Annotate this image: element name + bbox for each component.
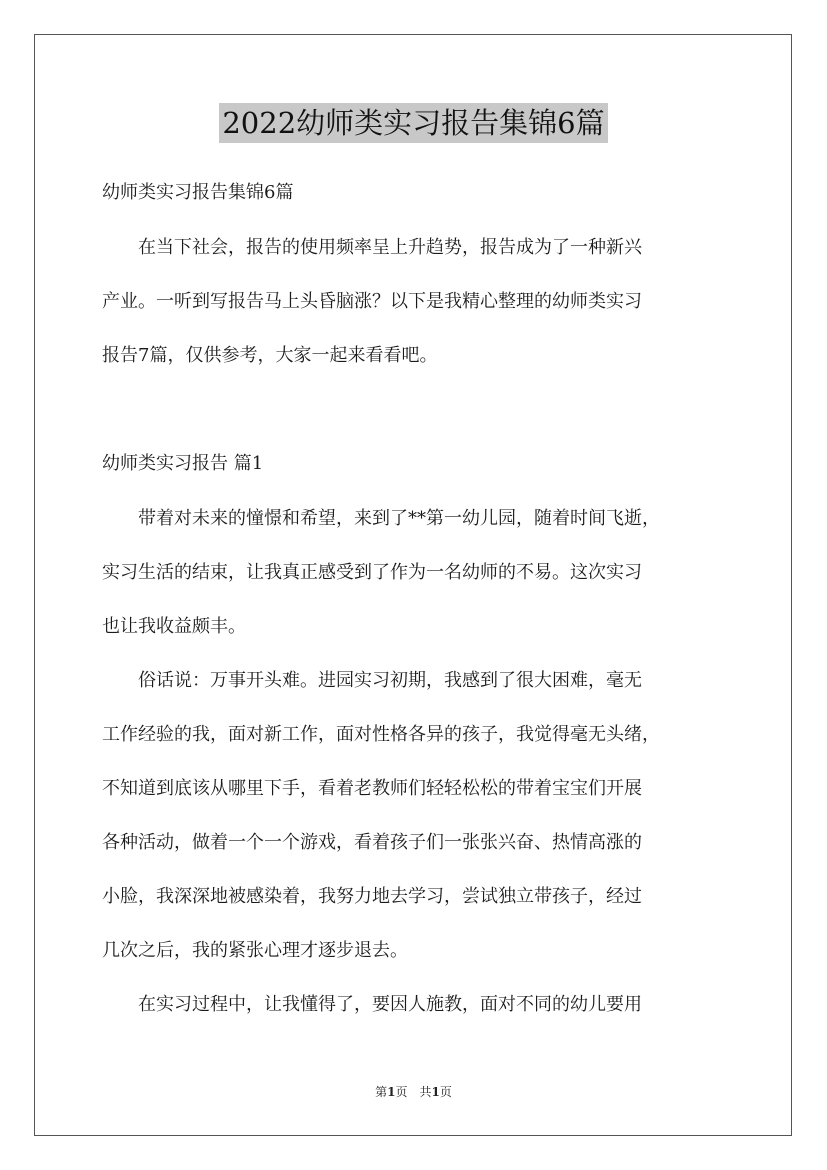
para2-line-3: 不知道到底该从哪里下手，看着老教师们轻轻松松的带着宝宝们开展 [102,778,642,799]
footer-page-total: 1 [431,1085,440,1099]
footer-page-current: 1 [387,1085,396,1099]
intro-paragraph [102,221,742,383]
para2-line-5: 小脸，我深深地被感染着，我努力地去学习，尝试独立带孩子，经过 [102,886,642,907]
section-heading: 幼师类实习报告 篇1 [102,453,264,474]
footer-page-prefix: 第 [375,1085,388,1099]
intro-line-1: 在当下社会，报告的使用频率呈上升趋势，报告成为了一种新兴 [102,237,642,258]
intro-line-2: 产业。一听到写报告马上头昏脑涨？以下是我精心整理的幼师类实习 [102,291,642,312]
para1-line-2: 实习生活的结束，让我真正感受到了作为一名幼师的不易。这次实习 [102,562,642,583]
para3-line-1: 在实习过程中，让我懂得了，要因人施教，面对不同的幼儿要用 [102,994,642,1015]
document-subtitle: 幼师类实习报告集锦6篇 [102,182,294,203]
para2-line-4: 各种活动，做着一个一个游戏，看着孩子们一张张兴奋、热情高涨的 [102,832,642,853]
paragraph-3 [102,978,742,1032]
document-title: 2022幼师类实习报告集锦6篇 [219,103,607,143]
para2-line-1: 俗话说：万事开头难。进园实习初期，我感到了很大困难，毫无 [102,670,642,691]
para1-line-1: 带着对未来的憧憬和希望，来到了**第一幼儿园，随着时间飞逝， [102,508,660,529]
para1-line-3: 也让我收益颇丰。 [102,616,246,637]
page-footer [0,1083,827,1100]
para2-line-2: 工作经验的我，面对新工作，面对性格各异的孩子，我觉得毫无头绪， [102,724,660,745]
paragraph-2 [102,654,742,978]
footer-page-mid: 页 共 [395,1085,432,1099]
intro-line-3: 报告7篇，仅供参考，大家一起来看看吧。 [102,345,438,366]
paragraph-1 [102,492,742,654]
para2-line-6: 几次之后，我的紧张心理才逐步退去。 [102,940,408,961]
footer-page-suffix: 页 [439,1085,452,1099]
title-container [0,103,827,143]
